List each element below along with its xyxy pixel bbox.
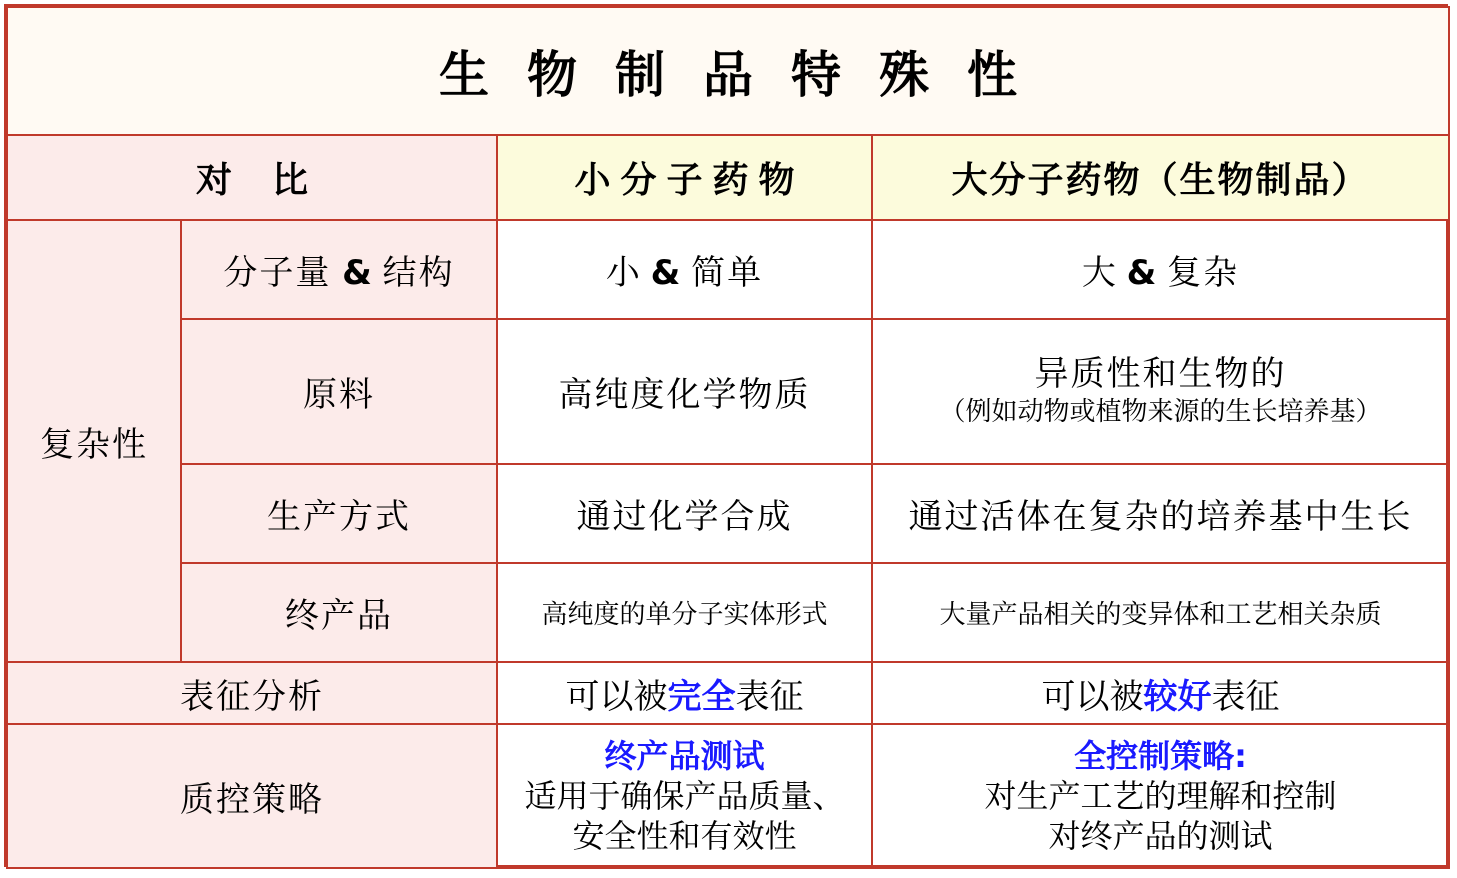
header-small-molecule-cell [497,135,872,220]
small-production: 通过化学合成 [497,464,872,563]
title-cell [7,7,1449,135]
emphasis-complete: 完全 [667,676,736,717]
header-large-molecule-cell [872,135,1449,220]
comparison-table-frame [4,4,1448,867]
header-large-molecule: 大分子药物（生物制品） [951,160,1370,201]
row-label-final-product: 终产品 [181,563,497,662]
row-label-raw-material: 原料 [181,319,497,464]
complexity-label-cell [7,220,181,662]
small-mw-structure: 小 & 简单 [497,220,872,319]
header-compare: 对比 [195,160,348,201]
row-label-mw-structure: 分子量 & 结构 [181,220,497,319]
row-label-characterization: 表征分析 [7,662,497,724]
page-title: 生物制品特殊性 [439,46,1055,104]
comparison-table [6,6,1450,869]
small-characterization: 可以被完全表征 [497,662,872,724]
row-label-production: 生产方式 [181,464,497,563]
row-label-qc: 质控策略 [7,724,497,868]
complexity-label: 复杂性 [40,424,148,465]
header-small-molecule: 小分子药物 [574,160,805,201]
large-mw-structure: 大 & 复杂 [872,220,1449,319]
large-raw-material: 异质性和生物的 （例如动物或植物来源的生长培养基） [872,319,1449,464]
large-production: 通过活体在复杂的培养基中生长 [872,464,1449,563]
large-characterization: 可以被较好表征 [872,662,1449,724]
large-final-product: 大量产品相关的变异体和工艺相关杂质 [872,563,1449,662]
small-final-product: 高纯度的单分子实体形式 [497,563,872,662]
small-raw-material: 高纯度化学物质 [497,319,872,464]
small-qc: 终产品测试 适用于确保产品质量、 安全性和有效性 [497,724,872,868]
large-qc: 全控制策略: 对生产工艺的理解和控制 对终产品的测试 [872,724,1449,868]
header-compare-cell [7,135,497,220]
emphasis-good: 较好 [1143,676,1212,717]
